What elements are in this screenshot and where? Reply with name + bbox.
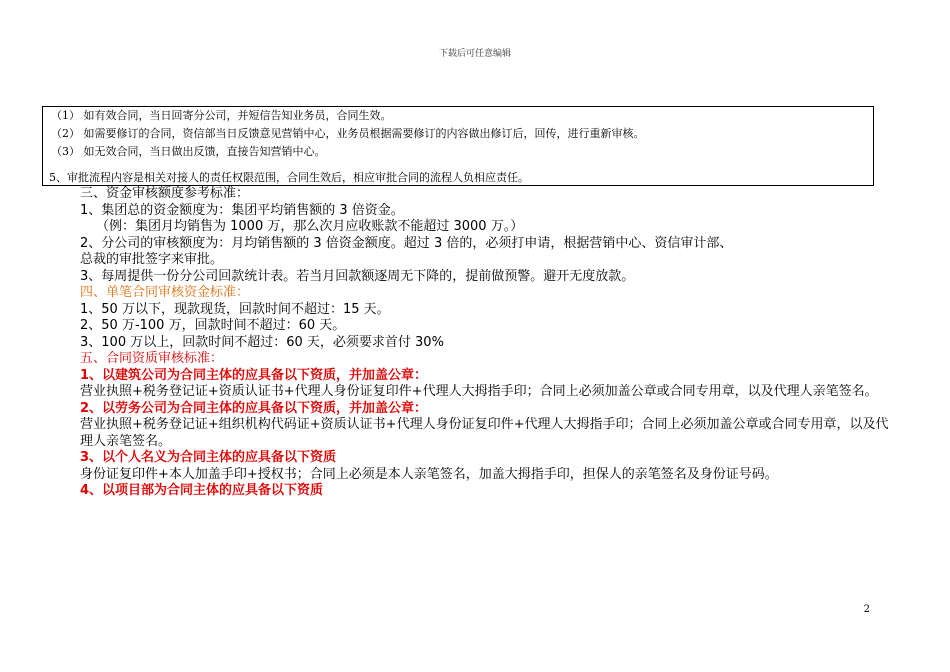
approval-process-box — [42, 106, 874, 186]
page-header: 下载后可任意编辑 — [438, 49, 511, 59]
section5-title: 五、合同资质审核标准： — [80, 351, 224, 366]
document-body — [80, 186, 890, 500]
section4-item-3: 3、100 万以上，回款时间不超过：60 天，必须要求首付 30% — [80, 334, 444, 350]
section5-sub4-title: 4、以项目部为合同主体的应具备以下资质 — [80, 483, 324, 498]
section3-item-2: 2、分公司的审核额度为：月均销售额的 3 倍资金额度。超过 3 倍的，必须打申请，根据营销中心、资信审计部、 — [80, 235, 733, 251]
section4-title: 四、单笔合同审核资金标准： — [80, 285, 250, 300]
section3-item-3: 3、每周提供一份分公司回款统计表。若当月回款额逐周无下降的，提前做预警。避开无度放款。 — [80, 268, 635, 284]
section3-item-1: 1、集团总的资金额度为：集团平均销售额的 3 倍资金。 — [80, 202, 404, 218]
section4-item-1: 1、50 万以下，现款现货，回款时间不超过：15 天。 — [80, 301, 390, 317]
page-number: 2 — [863, 604, 870, 615]
section5-sub3-text: 身份证复印件+本人加盖手印+授权书；合同上必须是本人亲笔签名，加盖大拇指手印，担保人的亲笔签名及身份证号码。 — [80, 466, 778, 482]
section4-item-2: 2、50 万-100 万，回款时间不超过：60 天。 — [80, 318, 346, 333]
section3-item-2-cont: 总裁的审批签字来审批。 — [80, 252, 224, 267]
section3-title: 三、资金审核额度参考标准： — [80, 186, 250, 201]
section5-sub2-text: 营业执照+税务登记证+组织机构代码证+资质认证书+代理人身份证复印件+代理人大拇指手印；合同上必须加盖公章或合同专用章，以及代理人亲笔签名。 — [80, 417, 889, 449]
box-line-1: （1） 如有效合同，当日回寄分公司，并短信告知业务员，合同生效。 — [51, 109, 392, 122]
section3-example: （例：集团月均销售为 1000 万，那么次月应收账款不能超过 3000 万。） — [96, 219, 524, 234]
section5-sub1-text: 营业执照+税务登记证+资质认证书+代理人身份证复印件+代理人大拇指手印；合同上必须加盖公章或合同专用章，以及代理人亲笔签名。 — [80, 384, 878, 399]
box-line-3: （3） 如无效合同，当日做出反馈，直接告知营销中心。 — [51, 145, 326, 158]
section5-sub1-title: 1、以建筑公司为合同主体的应具备以下资质，并加盖公章： — [80, 367, 428, 383]
section5-sub2-title: 2、以劳务公司为合同主体的应具备以下资质，并加盖公章： — [80, 400, 428, 416]
section5-sub3-title: 3、以个人名义为合同主体的应具备以下资质 — [80, 450, 337, 465]
box-line-4: 5、审批流程内容是相关对接人的责任权限范围，合同生效后，相应审批合同的流程人负相应责任。 — [49, 171, 529, 184]
box-line-2: （2） 如需要修订的合同，资信部当日反馈意见营销中心，业务员根据需要修订的内容做出修订后，回传，进行重新审核。 — [51, 127, 645, 140]
